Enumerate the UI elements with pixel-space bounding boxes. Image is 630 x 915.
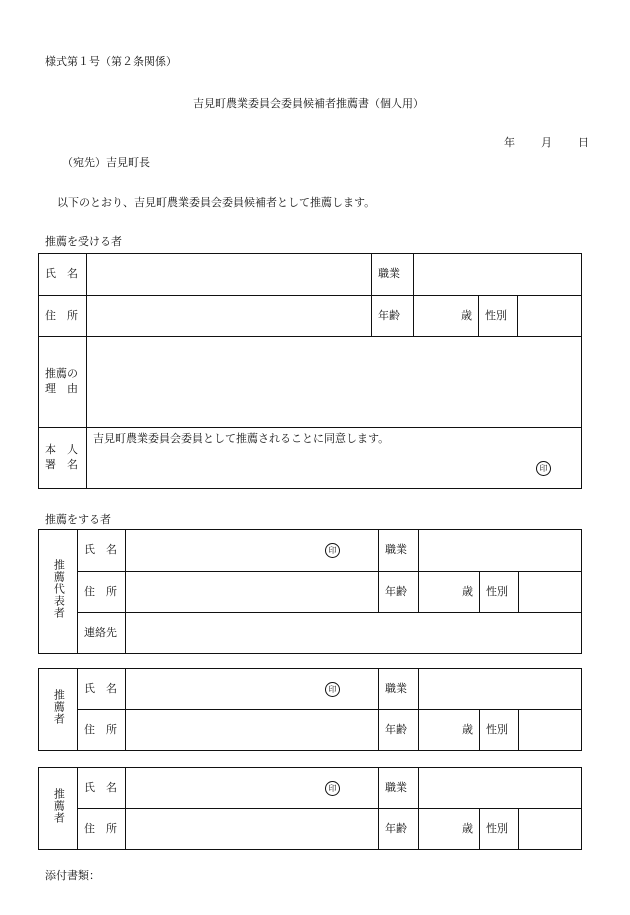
recipient-signature-label: 本 人 署 名 xyxy=(39,428,87,489)
recommender-gender-label: 性別 xyxy=(480,809,519,850)
age-unit: 歳 xyxy=(462,584,473,598)
recommender-age-label: 年齢 xyxy=(379,710,419,751)
recipient-name-field[interactable] xyxy=(87,254,372,296)
consent-text: 吉見町農業委員会委員として推薦されることに同意します。 xyxy=(93,432,390,445)
recommender-address-field[interactable] xyxy=(126,809,379,850)
rep-address-field[interactable] xyxy=(126,572,379,613)
recommender-age-field[interactable] xyxy=(419,809,480,850)
recommender-age-label: 年齢 xyxy=(379,809,419,850)
recipient-age-label: 年齢 xyxy=(372,296,414,337)
recommender-table-2 xyxy=(38,767,582,850)
rep-address-label: 住 所 xyxy=(78,572,126,613)
recommender-label: 推薦者 xyxy=(39,669,78,751)
rep-occupation-field[interactable] xyxy=(419,530,582,572)
recipient-address-label: 住 所 xyxy=(39,296,87,337)
seal-mark: 印 xyxy=(325,543,340,558)
rep-contact-label: 連絡先 xyxy=(78,613,126,654)
recipient-occupation-label: 職業 xyxy=(372,254,414,296)
recommender-address-label: 住 所 xyxy=(78,809,126,850)
attachments-label: 添付書類： xyxy=(45,869,100,882)
date-month: 月 xyxy=(541,136,552,149)
section-recipient-heading: 推薦を受ける者 xyxy=(45,235,122,248)
recipient-occupation-field[interactable] xyxy=(414,254,582,296)
seal-mark: 印 xyxy=(536,461,551,476)
date-day: 日 xyxy=(578,136,589,149)
rep-contact-field[interactable] xyxy=(126,613,582,654)
rep-name-field[interactable] xyxy=(126,530,379,572)
recommender-label: 推薦者 xyxy=(39,768,78,850)
recipient-reason-label: 推薦の 理 由 xyxy=(39,337,87,428)
intro-text: 以下のとおり、吉見町農業委員会委員候補者として推薦します。 xyxy=(57,196,376,209)
rep-name-label: 氏 名 xyxy=(78,530,126,572)
recommender-gender-label: 性別 xyxy=(480,710,519,751)
recipient-table xyxy=(38,253,582,489)
recommender-occupation-field[interactable] xyxy=(419,768,582,809)
section-recommender-heading: 推薦をする者 xyxy=(45,513,111,526)
recipient-reason-field[interactable] xyxy=(87,337,582,428)
age-unit: 歳 xyxy=(462,722,473,736)
rep-age-label: 年齢 xyxy=(379,572,419,613)
form-title: 吉見町農業委員会委員候補者推薦書（個人用） xyxy=(193,97,424,110)
seal-mark: 印 xyxy=(325,682,340,697)
recommender-occupation-label: 職業 xyxy=(379,768,419,809)
recommender-age-field[interactable] xyxy=(419,710,480,751)
recipient-address-field[interactable] xyxy=(87,296,372,337)
recommender-name-label: 氏 名 xyxy=(78,768,126,809)
recommender-gender-field[interactable] xyxy=(519,710,582,751)
rep-gender-field[interactable] xyxy=(519,572,582,613)
recipient-age-field[interactable] xyxy=(414,296,479,337)
representative-table xyxy=(38,529,582,654)
recommender-table-1 xyxy=(38,668,582,751)
representative-label: 推薦代表者 xyxy=(39,530,78,654)
recommender-address-label: 住 所 xyxy=(78,710,126,751)
recommender-name-label: 氏 名 xyxy=(78,669,126,710)
rep-gender-label: 性別 xyxy=(480,572,519,613)
recipient-name-label: 氏 名 xyxy=(39,254,87,296)
age-unit: 歳 xyxy=(461,308,472,322)
recipient-signature-field[interactable] xyxy=(87,428,582,489)
rep-occupation-label: 職業 xyxy=(379,530,419,572)
recommender-gender-field[interactable] xyxy=(519,809,582,850)
recommender-name-field[interactable] xyxy=(126,768,379,809)
recommender-name-field[interactable] xyxy=(126,669,379,710)
seal-mark: 印 xyxy=(325,781,340,796)
recommender-occupation-label: 職業 xyxy=(379,669,419,710)
recommender-address-field[interactable] xyxy=(126,710,379,751)
recipient-gender-field[interactable] xyxy=(518,296,582,337)
date-year: 年 xyxy=(504,136,515,149)
addressee: （宛先）吉見町長 xyxy=(62,156,150,169)
recipient-gender-label: 性別 xyxy=(479,296,518,337)
recommender-occupation-field[interactable] xyxy=(419,669,582,710)
rep-age-field[interactable] xyxy=(419,572,480,613)
form-number: 様式第１号（第２条関係） xyxy=(45,55,177,68)
age-unit: 歳 xyxy=(462,821,473,835)
